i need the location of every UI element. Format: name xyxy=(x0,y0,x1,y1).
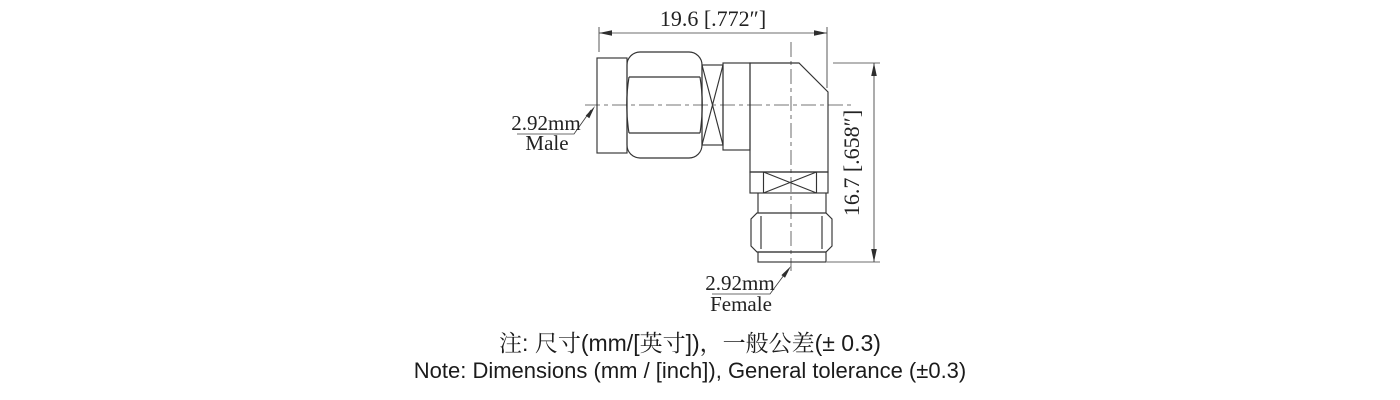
male-hex-coupling-nut xyxy=(627,52,702,158)
note-line-chinese: 注: 尺寸(mm/[英寸])，一般公差(± 0.3) xyxy=(499,330,881,356)
female-connector xyxy=(751,193,832,262)
male-gender-label: Male xyxy=(525,131,569,155)
dim-height-arrow-bottom xyxy=(871,249,877,262)
dim-width-label: 19.6 [.772″] xyxy=(659,6,767,31)
female-gender-label: Female xyxy=(710,292,772,316)
male-size-label: 2.92mm xyxy=(511,111,581,135)
female-bottom-band xyxy=(758,252,826,262)
dimension-width xyxy=(599,6,827,88)
dim-width-extension-lines xyxy=(599,27,827,88)
dimension-height xyxy=(827,63,880,262)
female-neck xyxy=(758,193,826,213)
female-leader-label xyxy=(705,266,791,316)
dim-width-arrow-left xyxy=(599,30,612,36)
dim-height-arrow-top xyxy=(871,63,877,76)
male-hex-mid-arcs xyxy=(627,77,703,133)
body-block-outline xyxy=(750,63,828,172)
body-knurl-cross xyxy=(764,172,817,193)
dim-height-label: 16.7 [.658″] xyxy=(839,109,864,217)
male-interface-tip xyxy=(597,58,627,153)
dim-width-arrow-right xyxy=(814,30,827,36)
female-leader-arrow xyxy=(781,266,791,278)
female-size-label: 2.92mm xyxy=(705,271,775,295)
male-leader-label xyxy=(511,106,595,155)
notes-block xyxy=(414,329,967,384)
female-hex-flat-lines xyxy=(761,216,822,249)
right-angle-body xyxy=(750,63,828,193)
note-line-english: Note: Dimensions (mm / [inch]), General tolerance (±0.3) xyxy=(413,358,967,383)
female-hex-body xyxy=(751,213,832,252)
male-back-section xyxy=(723,63,750,150)
male-leader-arrow xyxy=(586,106,595,118)
